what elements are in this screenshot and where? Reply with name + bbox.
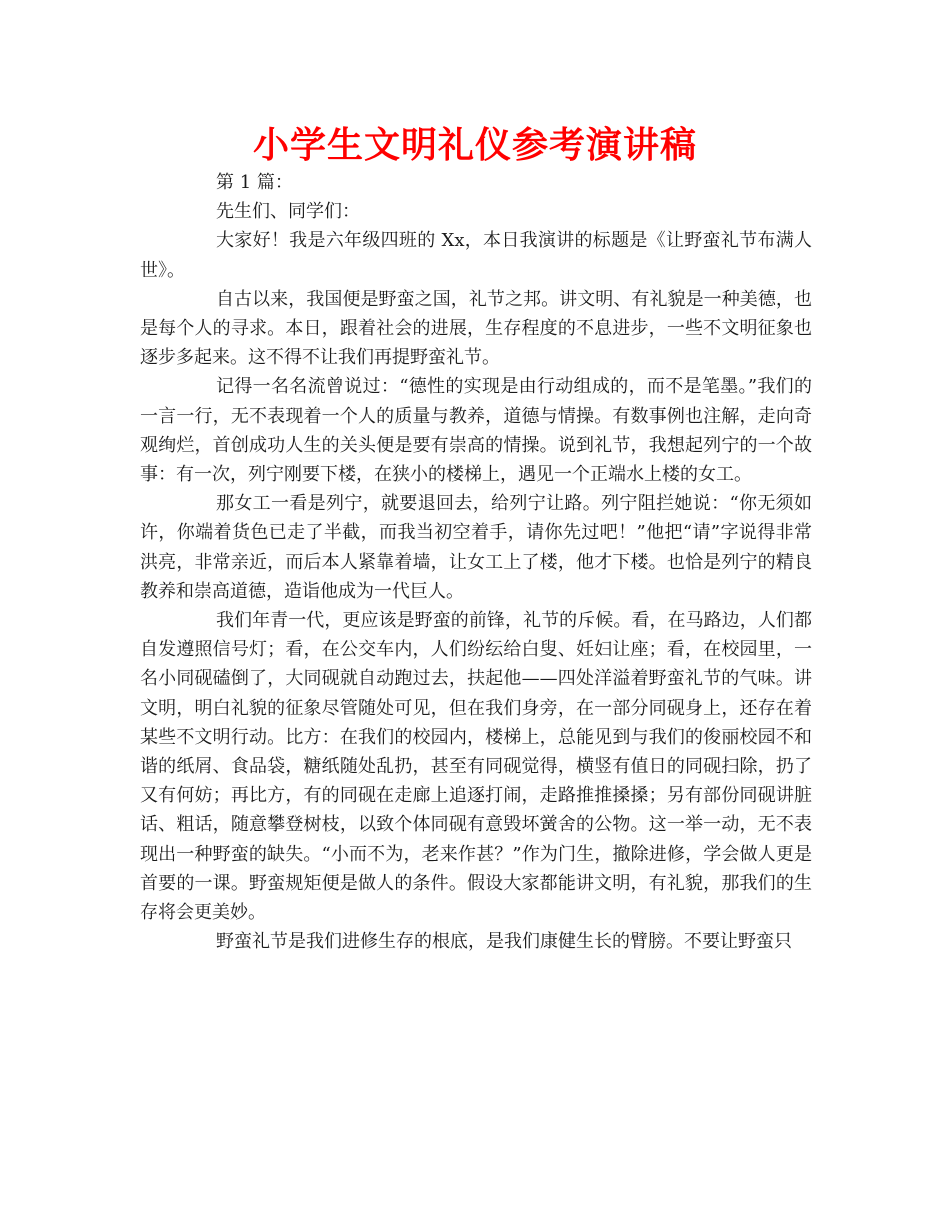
salutation: 先生们、同学们： bbox=[216, 201, 360, 223]
paragraph-6: 野蛮礼节是我们进修生存的根底，是我们康健生长的臂膀。不要让野蛮只 bbox=[216, 931, 792, 953]
paragraph-3: 记得一名名流曾说过：“德性的实现是由行动组成的，而不是笔墨。”我们的一言一行，无不表现着一个人的质量与教养，道德与情操。有数事例也注解，走向奇观绚烂，首创成功人生的关头便是要有崇高的情操。说到礼节，我想起列宁的一个故事：有一次，列宁刚要下楼，在狭小的楼梯上，遇见一个正端水上楼的女工。 bbox=[140, 376, 812, 486]
paragraph-4: 那女工一看是列宁，就要退回去，给列宁让路。列宁阻拦她说：“你无须如许，你端着货色已走了半截，而我当初空着手，请你先过吧！”他把“请”字说得非常洪亮，非常亲近，而后本人紧靠着墙，让女工上了楼，他才下楼。也恰是列宁的精良教养和崇高道德，造诣他成为一代巨人。 bbox=[140, 493, 812, 602]
document-body bbox=[140, 168, 812, 956]
document-title: 小学生文明礼仪参考演讲稿 bbox=[252, 125, 697, 166]
paragraph-2: 自古以来，我国便是野蛮之国，礼节之邦。讲文明、有礼貌是一种美德，也是每个人的寻求。本日，跟着社会的进展，生存程度的不息进步，一些不文明征象也逐步多起来。这不得不让我们再提野蛮礼节。 bbox=[140, 288, 812, 369]
paragraph-1: 大家好！我是六年级四班的 Xx，本日我演讲的标题是《让野蛮礼节布满人世》。 bbox=[140, 230, 812, 281]
section-label: 第 1 篇： bbox=[216, 172, 293, 193]
paragraph-5: 我们年青一代，更应该是野蛮的前锋，礼节的斥候。看，在马路边，人们都自发遵照信号灯；看，在公交车内，人们纷纭给白叟、妊妇让座；看，在校园里，一名小同砚磕倒了，大同砚就自动跑过去，扶起他——四处洋溢着野蛮礼节的气味。讲文明，明白礼貌的征象尽管随处可见，但在我们身旁，在一部分同砚身上，还存在着某些不文明行动。比方：在我们的校园内，楼梯上，总能见到与我们的俊丽校园不和谐的纸屑、食品袋，糖纸随处乱扔，甚至有同砚觉得，横竖有值日的同砚扫除，扔了又有何妨；再比方，有的同砚在走廊上追逐打闹，走路推推搡搡；另有部份同砚讲脏话、粗话，随意攀登树枝，以致个体同砚有意毁坏黉舍的公物。这一举一动，无不表现出一种野蛮的缺失。“小而不为，老来作甚？”作为门生，撤除进修，学会做人更是首要的一课。野蛮规矩便是做人的条件。假设大家都能讲文明，有礼貌，那我们的生存将会更美妙。 bbox=[140, 610, 812, 924]
